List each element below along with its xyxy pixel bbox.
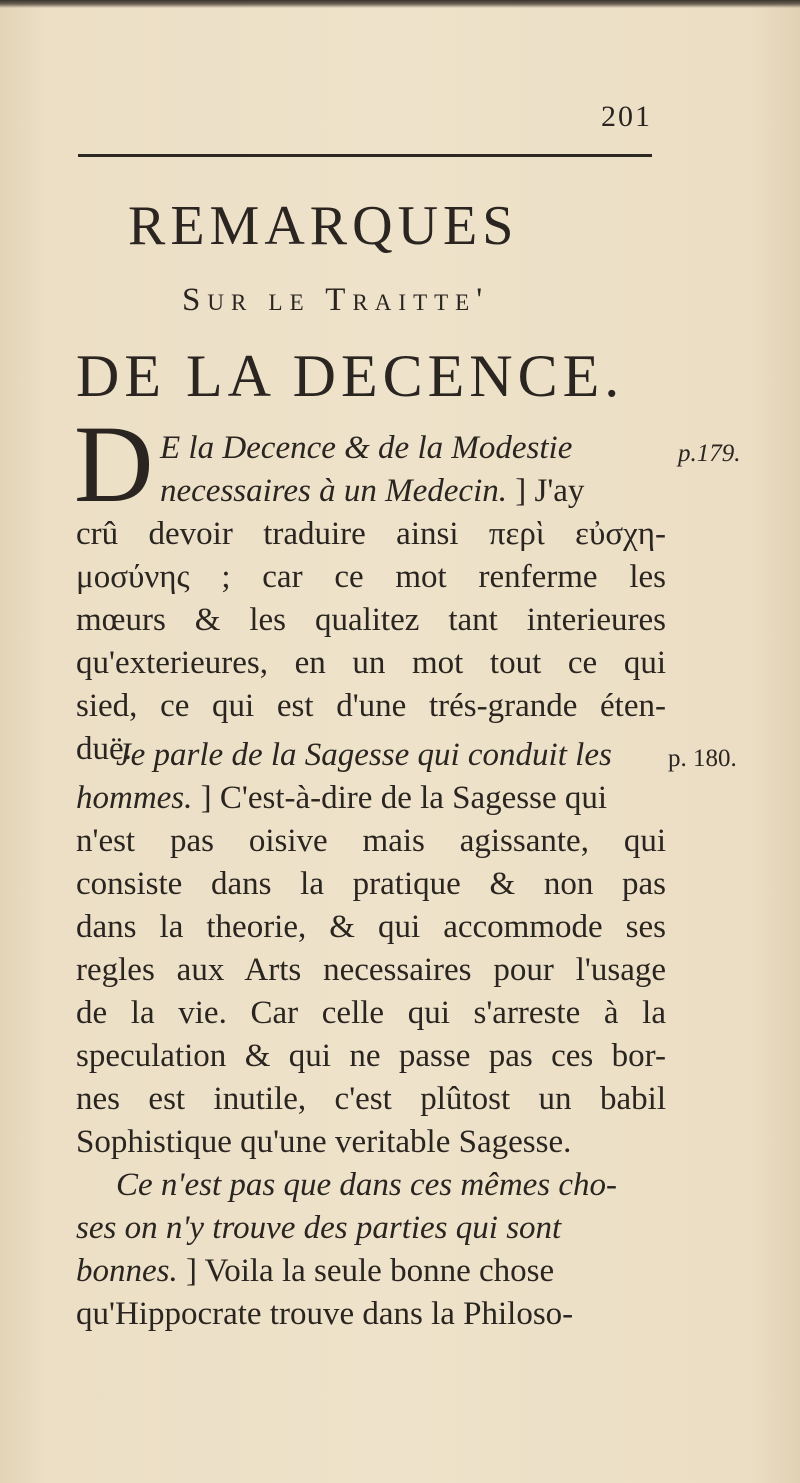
text-line: qu'exterieures, en un mot tout ce qui xyxy=(76,645,666,681)
text-line xyxy=(76,734,666,777)
text-line xyxy=(76,470,666,513)
page-number: 201 xyxy=(601,100,652,133)
roman-text: ] Voila la seule bonne chose xyxy=(186,1253,555,1289)
margin-note-2: p. 180. xyxy=(668,745,737,772)
text-line: de la vie. Car celle qui s'arreste à la xyxy=(76,995,666,1031)
text-line: Sophistique qu'une veritable Sagesse. xyxy=(76,1124,572,1160)
text-line: n'est pas oisive mais agissante, qui xyxy=(76,823,666,859)
paragraph-3 xyxy=(76,1164,666,1336)
title: REMARQUES xyxy=(128,195,519,257)
text-line xyxy=(76,427,666,470)
text-line: nes est inutile, c'est plûtost un babil xyxy=(76,1081,666,1117)
drop-cap: D xyxy=(74,403,154,525)
text-line xyxy=(76,1207,666,1250)
roman-text: ] J'ay xyxy=(515,473,585,509)
subtitle: Sur le Traitte' xyxy=(182,282,490,318)
text-line: qu'Hippocrate trouve dans la Philoso- xyxy=(76,1296,574,1332)
text-line xyxy=(76,1250,666,1293)
paragraph-1 xyxy=(76,427,666,771)
roman-text: ] C'est-à-dire de la Sagesse qui xyxy=(200,780,608,816)
italic-text: Ce n'est pas que dans ces mêmes cho- xyxy=(116,1167,618,1203)
text-line: crû devoir traduire ainsi περὶ εὐσχη- xyxy=(76,516,666,552)
margin-note-1: p.179. xyxy=(678,440,741,467)
italic-text: hommes. xyxy=(76,780,193,816)
text-line: sied, ce qui est d'une trés-grande éten- xyxy=(76,688,666,724)
text-line: regles aux Arts necessaires pour l'usage xyxy=(76,952,666,988)
text-line xyxy=(76,1164,666,1207)
text-line: dans la theorie, & qui accommode ses xyxy=(76,909,666,945)
text-line: consiste dans la pratique & non pas xyxy=(76,866,666,902)
text-line: μοσύνης ; car ce mot renferme les xyxy=(76,559,666,595)
italic-text: E la Decence & de la Modestie xyxy=(160,430,573,466)
text-line: duë. xyxy=(76,731,132,767)
section-heading: DE LA DECENCE. xyxy=(76,343,625,409)
text-line: mœurs & les qualitez tant interieures xyxy=(76,602,666,638)
paragraph-2 xyxy=(76,734,666,1164)
page-top-edge xyxy=(0,0,800,8)
text-line xyxy=(76,777,666,820)
italic-text: necessaires à un Medecin. xyxy=(160,473,507,509)
italic-text: bonnes. xyxy=(76,1253,178,1289)
text-line: speculation & qui ne passe pas ces bor- xyxy=(76,1038,666,1074)
italic-text: ses on n'y trouve des parties qui sont xyxy=(76,1210,562,1246)
header-rule xyxy=(78,154,652,157)
italic-text: Je parle de la Sagesse qui conduit les xyxy=(116,737,612,773)
